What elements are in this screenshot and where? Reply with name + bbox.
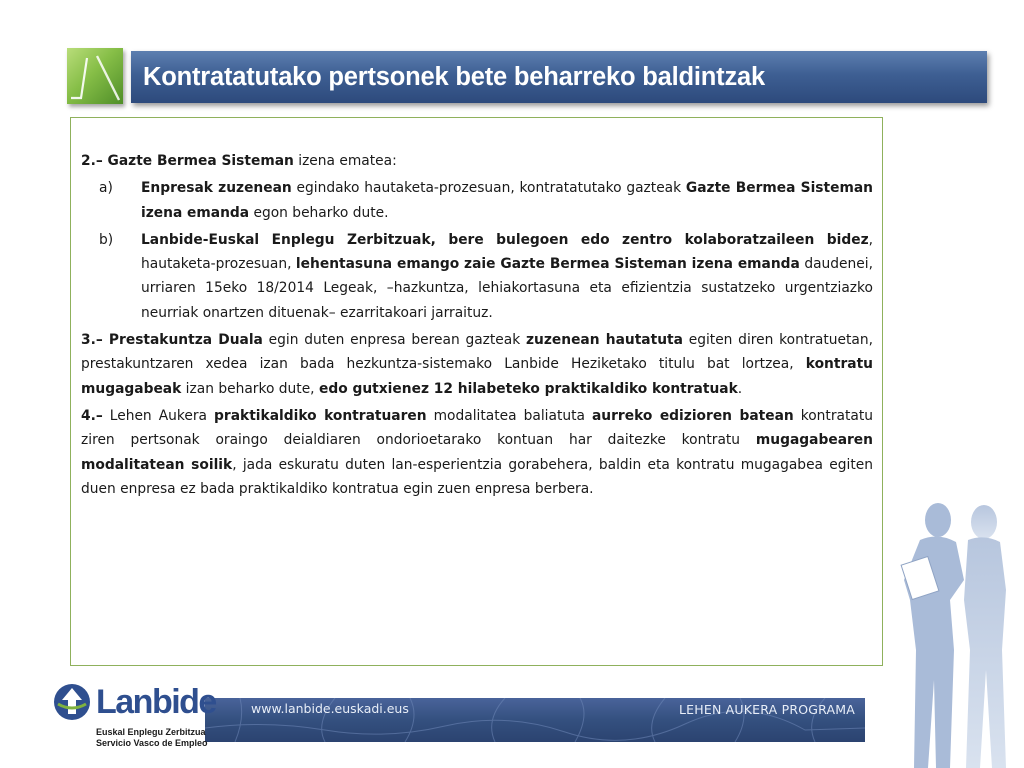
logo-subtitle-2: Servicio Vasco de Empleo bbox=[96, 738, 208, 748]
p4-bold-3: aurreko edizioren batean bbox=[592, 407, 794, 424]
p3-text-3: izan beharko dute, bbox=[181, 380, 319, 397]
b-bold-2: lehentasuna emango zaie Gazte Bermea Sisteman izena emanda bbox=[295, 256, 800, 273]
p3-text-2: egiten diren kontratuetan, prestakuntzaren xedea izan bada hezkuntza-sistemako Lanbide Heziketako titulu bat lortzea, bbox=[81, 332, 873, 373]
list-label-a: a) bbox=[99, 180, 113, 197]
page-title: Kontratatutako pertsonek bete beharreko baldintzak bbox=[143, 62, 765, 91]
p3-bold-2: zuzenean hautatuta bbox=[526, 332, 683, 349]
p2-bold: Gazte Bermea Sisteman bbox=[107, 153, 294, 169]
p2-text: izena ematea: bbox=[293, 153, 397, 169]
footer-url-link[interactable]: www.lanbide.euskadi.eus bbox=[251, 701, 409, 716]
lanbide-logo bbox=[52, 680, 216, 760]
p3-bold-1: 3.– Prestakuntza Duala bbox=[81, 332, 263, 349]
p3-text-4: . bbox=[737, 380, 743, 397]
list-text-b bbox=[141, 228, 873, 325]
a-text-2: egon beharko dute. bbox=[249, 204, 389, 221]
p3-bold-4: edo gutxienez 12 hilabeteko praktikaldiko kontratuak bbox=[318, 380, 738, 397]
list-label-b: b) bbox=[99, 231, 114, 248]
title-bar bbox=[131, 51, 987, 103]
paragraph-2 bbox=[81, 149, 873, 173]
content-text bbox=[81, 149, 873, 501]
list-item-a bbox=[99, 176, 873, 225]
paragraph-3 bbox=[81, 328, 873, 401]
content-box bbox=[70, 117, 883, 666]
corner-lines-icon bbox=[67, 48, 123, 104]
b-text-2: daudenei, urriaren 15eko 18/2014 Legeak, –hazkuntza, lehiakortasuna eta efizientzia sustatzeko urgentziazko neurriak onartzen dituenak– ezarritakoari jarraituz. bbox=[141, 256, 873, 321]
p4-text-4: , jada eskuratu duten lan-esperientzia gorabehera, baldin eta kontratu mugagabea egiten duen enpresa ez bada praktikaldiko kontratua egin zuen enpresa berbera. bbox=[81, 456, 873, 497]
b-bold-1: Lanbide-Euskal Enplegu Zerbitzuak, bere bulegoen edo zentro kolaboratzaileen bidez bbox=[141, 231, 869, 248]
p4-text-1: Lehen Aukera bbox=[102, 407, 215, 424]
p2-number: 2.– bbox=[81, 153, 108, 169]
footer-program: LEHEN AUKERA PROGRAMA bbox=[679, 702, 855, 717]
p4-bold-4: mugagabearen modalitatean soilik bbox=[81, 432, 873, 473]
p3-bold-3: kontratu mugagabeak bbox=[81, 356, 873, 397]
a-bold-2: Gazte Bermea Sisteman izena emanda bbox=[141, 180, 873, 221]
people-silhouette-icon bbox=[880, 500, 1024, 768]
p4-bold-2: praktikaldiko kontratuaren bbox=[214, 407, 427, 424]
corner-decoration bbox=[67, 48, 123, 104]
a-bold-1: Enpresak zuzenean bbox=[141, 180, 292, 197]
lanbide-logo-icon bbox=[52, 682, 92, 722]
list-item-b bbox=[99, 228, 873, 325]
p4-text-3: kontratatu ziren pertsonak oraingo deialdiaren ondorioetarako kontuan har daitezke kontratu bbox=[81, 407, 873, 449]
p3-text-1: egin duten enpresa berean gazteak bbox=[262, 332, 527, 349]
logo-name: Lanbide bbox=[96, 683, 216, 721]
p4-text-2: modalitatea baliatuta bbox=[426, 407, 592, 424]
logo-subtitle-1: Euskal Enplegu Zerbitzua bbox=[96, 727, 206, 737]
list-text-a bbox=[141, 176, 873, 225]
p4-bold-1: 4.– bbox=[81, 407, 103, 424]
b-text-1: , hautaketa-prozesuan, bbox=[141, 231, 873, 273]
a-text-1: egindako hautaketa-prozesuan, kontratatutako gazteak bbox=[291, 180, 686, 197]
paragraph-4 bbox=[81, 404, 873, 501]
footer-bar bbox=[205, 698, 865, 742]
